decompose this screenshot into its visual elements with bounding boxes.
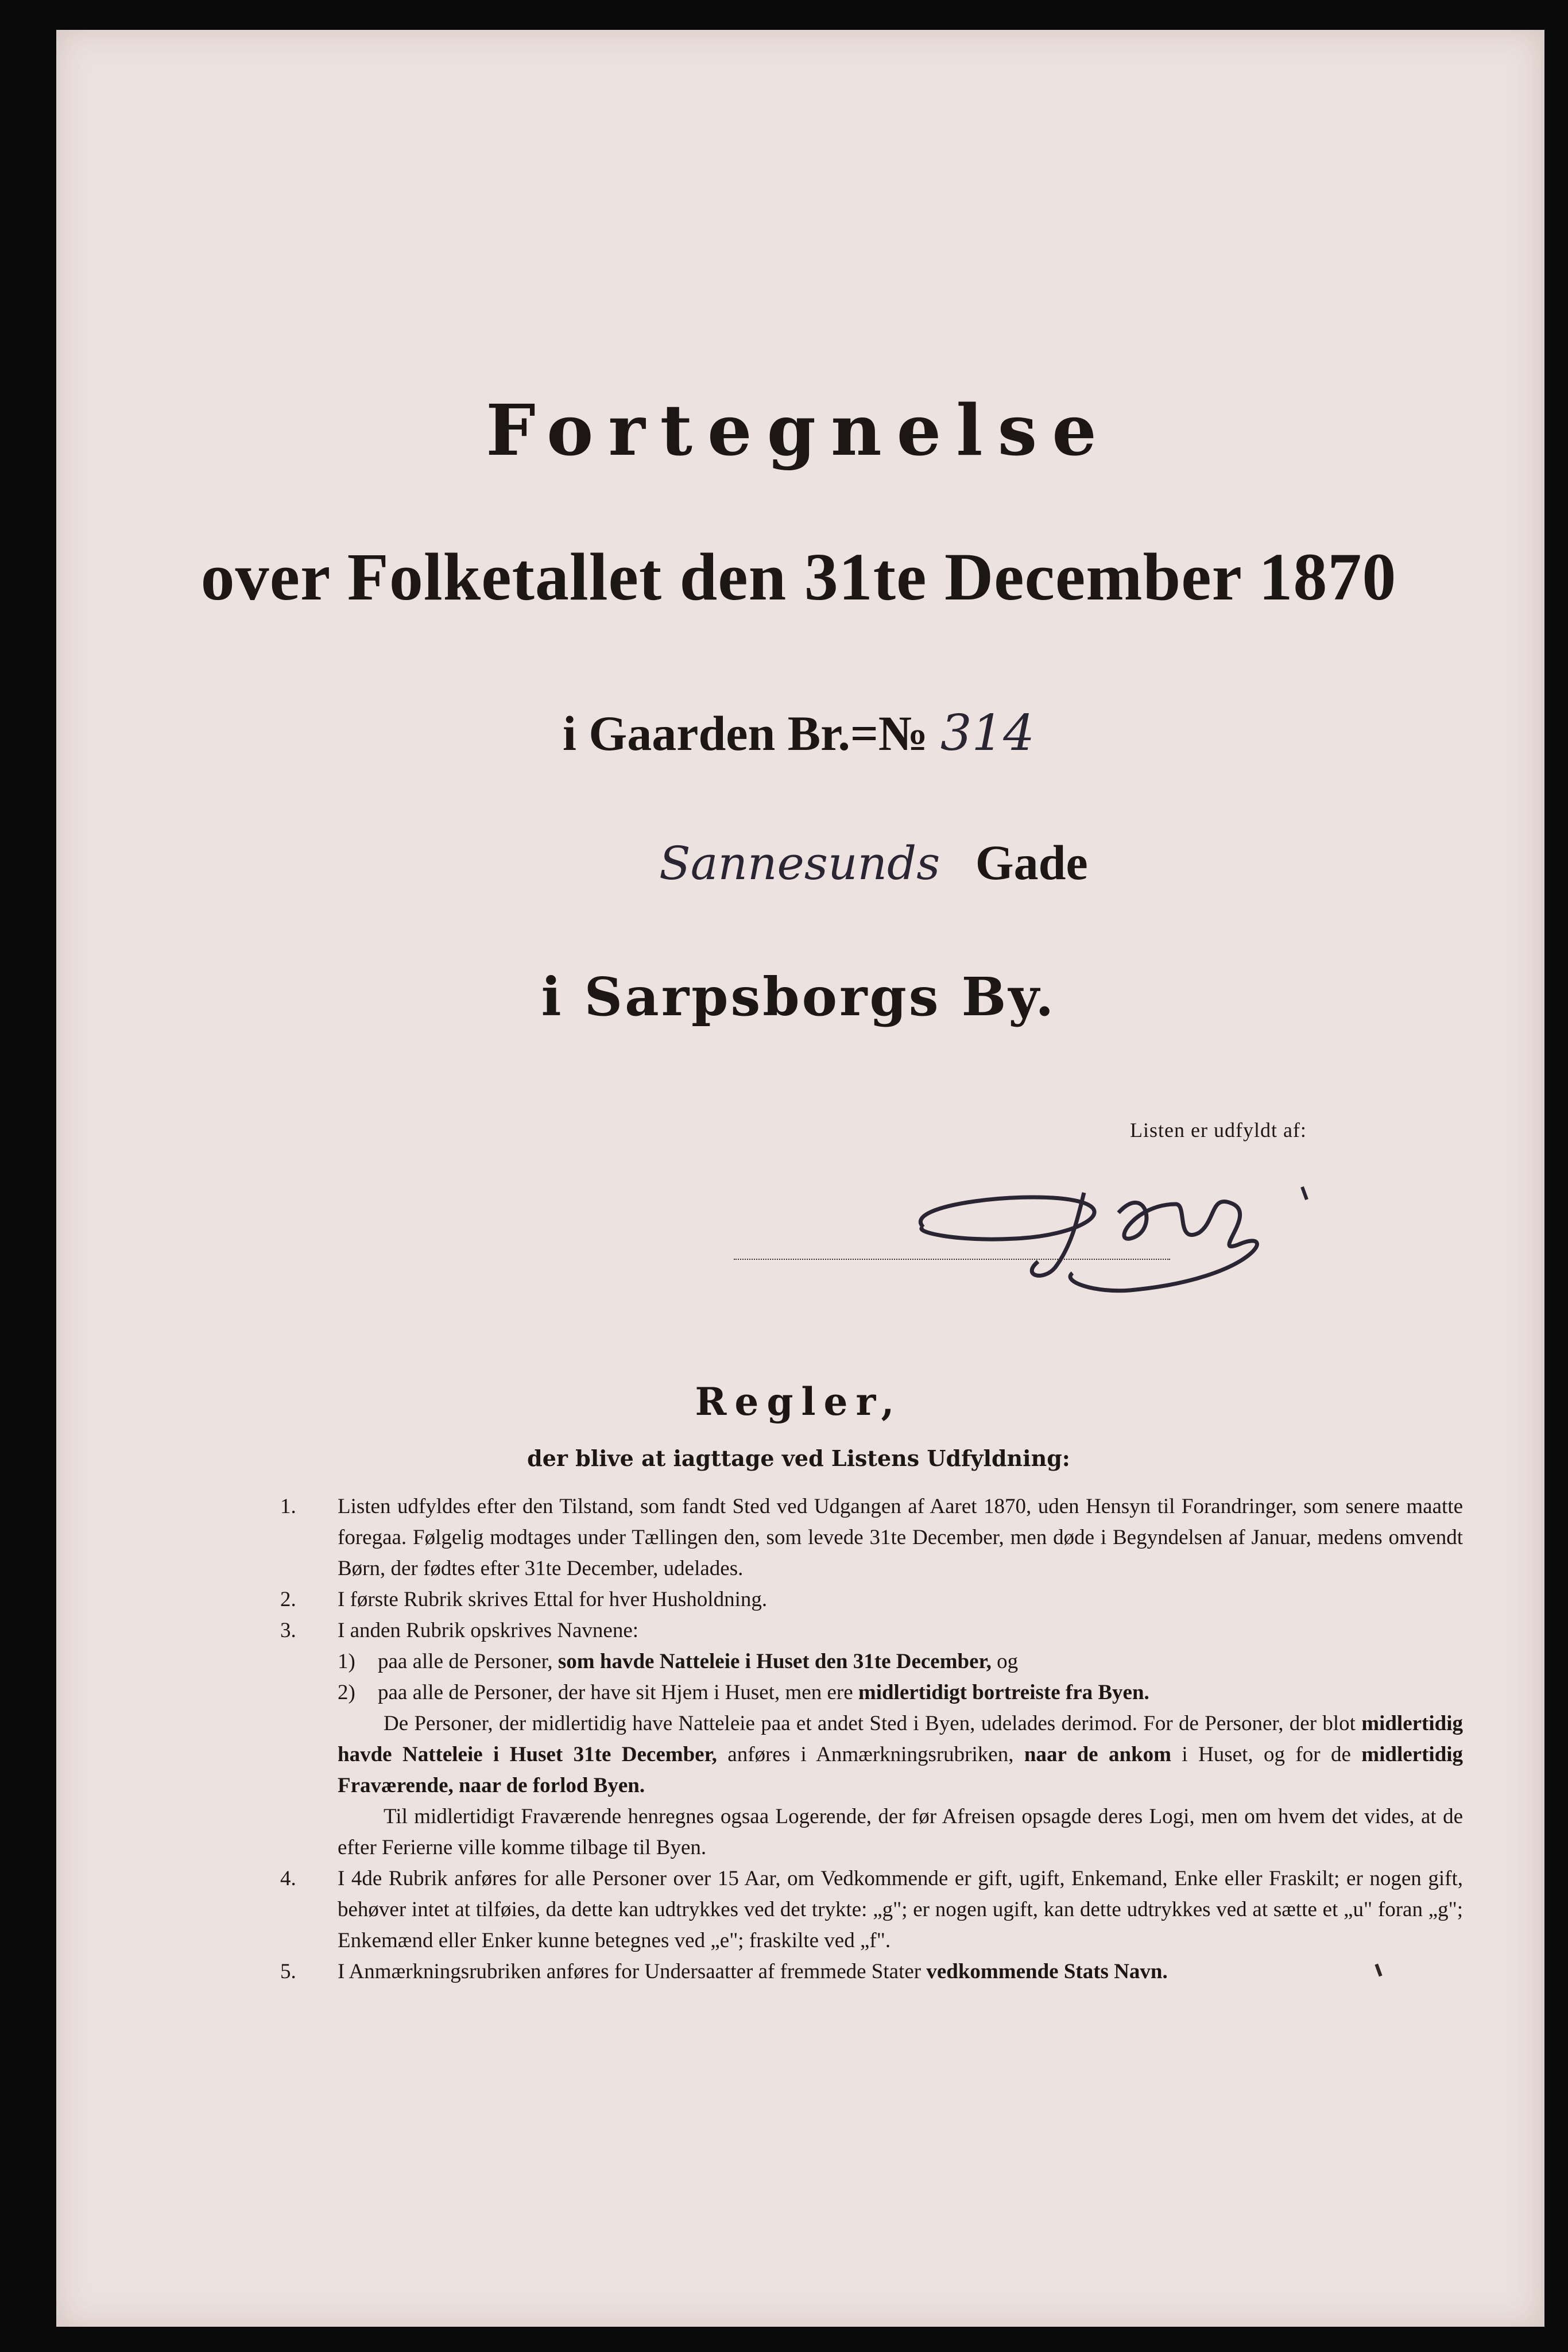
rule-number: 3. bbox=[280, 1619, 296, 1642]
rule-text-bold: som havde Natteleie i Huset den 31te December, bbox=[557, 1650, 992, 1673]
rule-text: I 4de Rubrik anføres for alle Personer over 15 Aar, om Vedkommende er gift, ugift, Enkemand, Enke eller Fraskilt; er nogen gift, behøver intet at tilføies, da dette kan udtrykkes ved det trykte: „g"; er nogen ugift, kan dette udtrykkes ved at sætte et „u" foran „g"; Enkemænd eller Enker kunne betegnes ved „e"; fraskilte ved „f". bbox=[338, 1867, 1463, 1952]
census-form-page bbox=[56, 30, 1544, 2327]
rule-paragraph bbox=[280, 1801, 1463, 1863]
rule-text: I Anmærkningsrubriken anføres for Undersaatter af fremmede Stater bbox=[338, 1960, 922, 1983]
rule-text-bold: midlertidigt bortreiste fra Byen. bbox=[858, 1681, 1149, 1704]
rule-item bbox=[280, 1584, 1463, 1615]
rule-subitem bbox=[280, 1646, 1463, 1677]
form-subtitle: over Folketallet den 31te December 1870 bbox=[200, 539, 1397, 614]
rule-number: 2. bbox=[280, 1588, 296, 1611]
gade-label: Gade bbox=[975, 835, 1088, 890]
rule-number: 1. bbox=[280, 1495, 296, 1518]
town-name: i Sarpsborgs By. bbox=[541, 966, 1056, 1028]
rule-subitem bbox=[280, 1677, 1463, 1708]
listen-label: Listen er udfyldt af: bbox=[1130, 1119, 1307, 1142]
rule-text: Til midlertidigt Fraværende henregnes ogsaa Logerende, der før Afreisen opsagde deres Logi, men om hvem det vides, at de efter Ferierne ville komme tilbage til Byen. bbox=[338, 1805, 1463, 1859]
rule-text: og bbox=[997, 1650, 1019, 1673]
form-title: Fortegnelse bbox=[486, 389, 1112, 471]
rules-heading: Regler, bbox=[695, 1379, 903, 1424]
rules-list bbox=[280, 1491, 1463, 1987]
gaarden-row bbox=[56, 705, 1541, 762]
rule-text: i Huset, og for de bbox=[1182, 1743, 1351, 1766]
signature-line bbox=[734, 1259, 1170, 1260]
rule-text-bold: vedkommende Stats Navn. bbox=[926, 1960, 1168, 1983]
rule-text: I anden Rubrik opskrives Navnene: bbox=[338, 1619, 639, 1642]
gaarden-label: i Gaarden Br.=№ bbox=[562, 706, 928, 761]
rule-number: 4. bbox=[280, 1867, 296, 1890]
rule-text: paa alle de Personer, bbox=[378, 1650, 553, 1673]
rule-text: I første Rubrik skrives Ettal for hver Husholdning. bbox=[338, 1588, 768, 1611]
rule-text-bold: midlertidig Fraværende, naar de forlod Byen. bbox=[338, 1743, 1464, 1797]
gade-row bbox=[659, 834, 1176, 891]
rule-number: 2) bbox=[338, 1681, 355, 1704]
rule-number: 1) bbox=[338, 1650, 355, 1673]
street-name: Sannesunds bbox=[659, 837, 940, 890]
rule-text: paa alle de Personer, der have sit Hjem i Huset, men ere bbox=[378, 1681, 853, 1704]
rule-number: 5. bbox=[280, 1960, 296, 1983]
rule-text-bold: midlertidig havde Natteleie i Huset 31te December, bbox=[338, 1712, 1463, 1766]
rules-subheading: der blive at iagttage ved Listens Udfyldning: bbox=[527, 1445, 1070, 1471]
rule-text-bold: naar de ankom bbox=[1024, 1743, 1171, 1766]
rule-item bbox=[280, 1956, 1463, 1987]
rule-item bbox=[280, 1615, 1463, 1646]
rule-text: De Personer, der midlertidig have Natteleie paa et andet Sted i Byen, udelades derimod. For de Personer, der blot bbox=[384, 1712, 1356, 1735]
rule-text: anføres i Anmærkningsrubriken, bbox=[727, 1743, 1014, 1766]
rule-item bbox=[280, 1491, 1463, 1584]
signature-image bbox=[889, 1158, 1337, 1302]
rule-text: Listen udfyldes efter den Tilstand, som fandt Sted ved Udgangen af Aaret 1870, uden Hensyn til Forandringer, som senere maatte foregaa. Følgelig modtages under Tællingen den, som levede 31te December, men døde i Begyndelsen af Januar, medens omvendt Børn, der fødtes efter 31te December, udelades. bbox=[338, 1495, 1463, 1580]
rule-item bbox=[280, 1863, 1463, 1956]
rule-paragraph bbox=[280, 1708, 1463, 1801]
gaarden-number: 314 bbox=[940, 705, 1035, 762]
